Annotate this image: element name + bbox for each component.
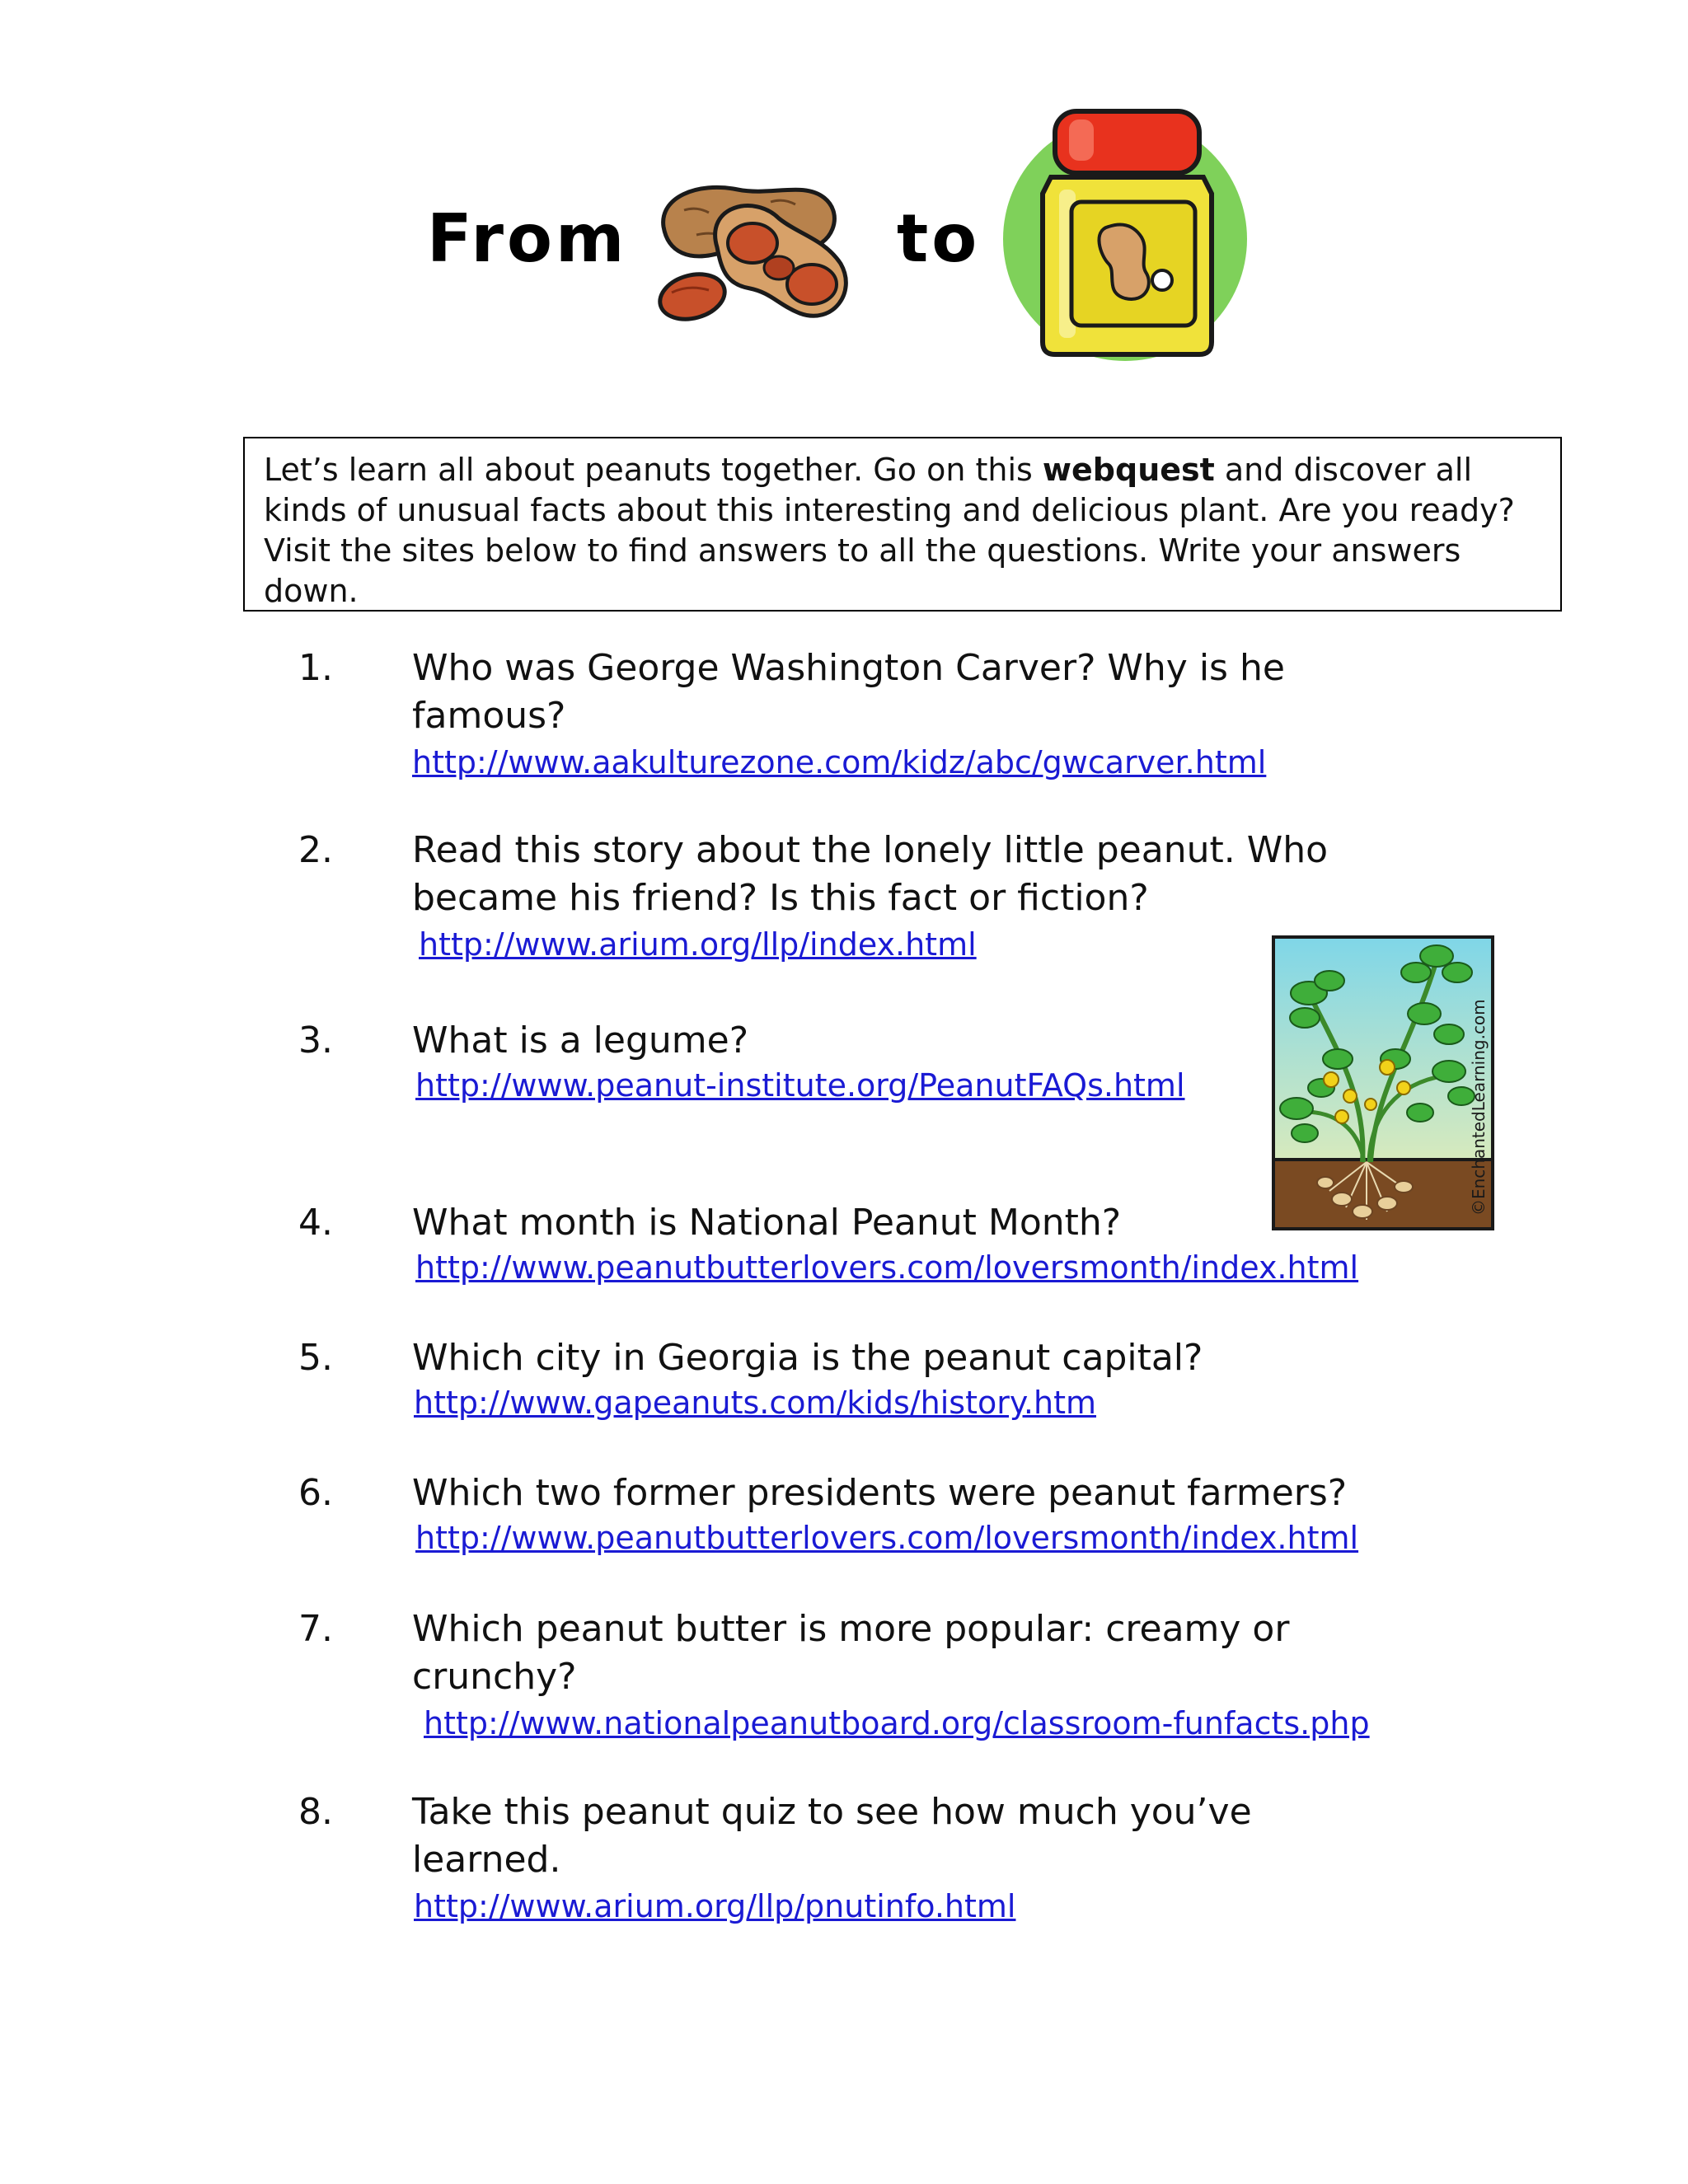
question-number: 2.: [298, 829, 333, 871]
question-text: Who was George Washington Carver? Why is he famous?: [412, 647, 1285, 737]
question-link[interactable]: http://www.nationalpeanutboard.org/classroom-funfacts.php: [424, 1705, 1370, 1741]
intro-text-end: and discover all kinds of unusual facts about this interesting and delicious plant. Are you ready? Visit the sites below to find answers to all the questions. Write your answers down.: [264, 452, 1515, 609]
question-number: 6.: [298, 1472, 333, 1514]
question-number: 1.: [298, 647, 333, 689]
question-text: What month is National Peanut Month?: [412, 1202, 1122, 1244]
title-to: to: [897, 200, 981, 277]
plant-credit: ©EnchantedLearning.com: [1469, 999, 1489, 1216]
peanuts-icon: [647, 148, 861, 338]
question-number: 5.: [298, 1337, 333, 1379]
question-link[interactable]: http://www.peanut-institute.org/PeanutFAQs.html: [415, 1067, 1185, 1104]
question-link[interactable]: http://www.peanutbutterlovers.com/loversmonth/index.html: [415, 1249, 1359, 1286]
question-number: 3.: [298, 1019, 333, 1062]
title-from: From: [427, 200, 628, 277]
question-link[interactable]: http://www.peanutbutterlovers.com/loversmonth/index.html: [415, 1520, 1359, 1556]
question-link[interactable]: http://www.gapeanuts.com/kids/history.htm: [414, 1385, 1096, 1421]
question-text: What is a legume?: [412, 1019, 749, 1062]
question-text: Which two former presidents were peanut farmers?: [412, 1472, 1348, 1514]
intro-box: [243, 437, 1562, 612]
question-number: 4.: [298, 1202, 333, 1244]
question-text: Which city in Georgia is the peanut capital?: [412, 1337, 1203, 1379]
question-number: 7.: [298, 1608, 333, 1650]
question-link[interactable]: http://www.aakulturezone.com/kidz/abc/gwcarver.html: [412, 744, 1267, 780]
intro-bold-webquest: webquest: [1042, 452, 1215, 488]
peanut-plant-illustration: [1272, 935, 1494, 1230]
intro-text-start: Let’s learn all about peanuts together. Go on this: [264, 452, 1043, 488]
question-link[interactable]: http://www.arium.org/llp/pnutinfo.html: [414, 1888, 1016, 1924]
question-text: Take this peanut quiz to see how much you’ve learned.: [412, 1791, 1252, 1881]
question-text: Read this story about the lonely little peanut. Who became his friend? Is this fact or fiction?: [412, 829, 1329, 919]
peanut-butter-jar-icon: [993, 107, 1249, 363]
question-text: Which peanut butter is more popular: creamy or crunchy?: [412, 1608, 1290, 1698]
question-number: 8.: [298, 1791, 333, 1833]
question-link[interactable]: http://www.arium.org/llp/index.html: [419, 926, 977, 963]
